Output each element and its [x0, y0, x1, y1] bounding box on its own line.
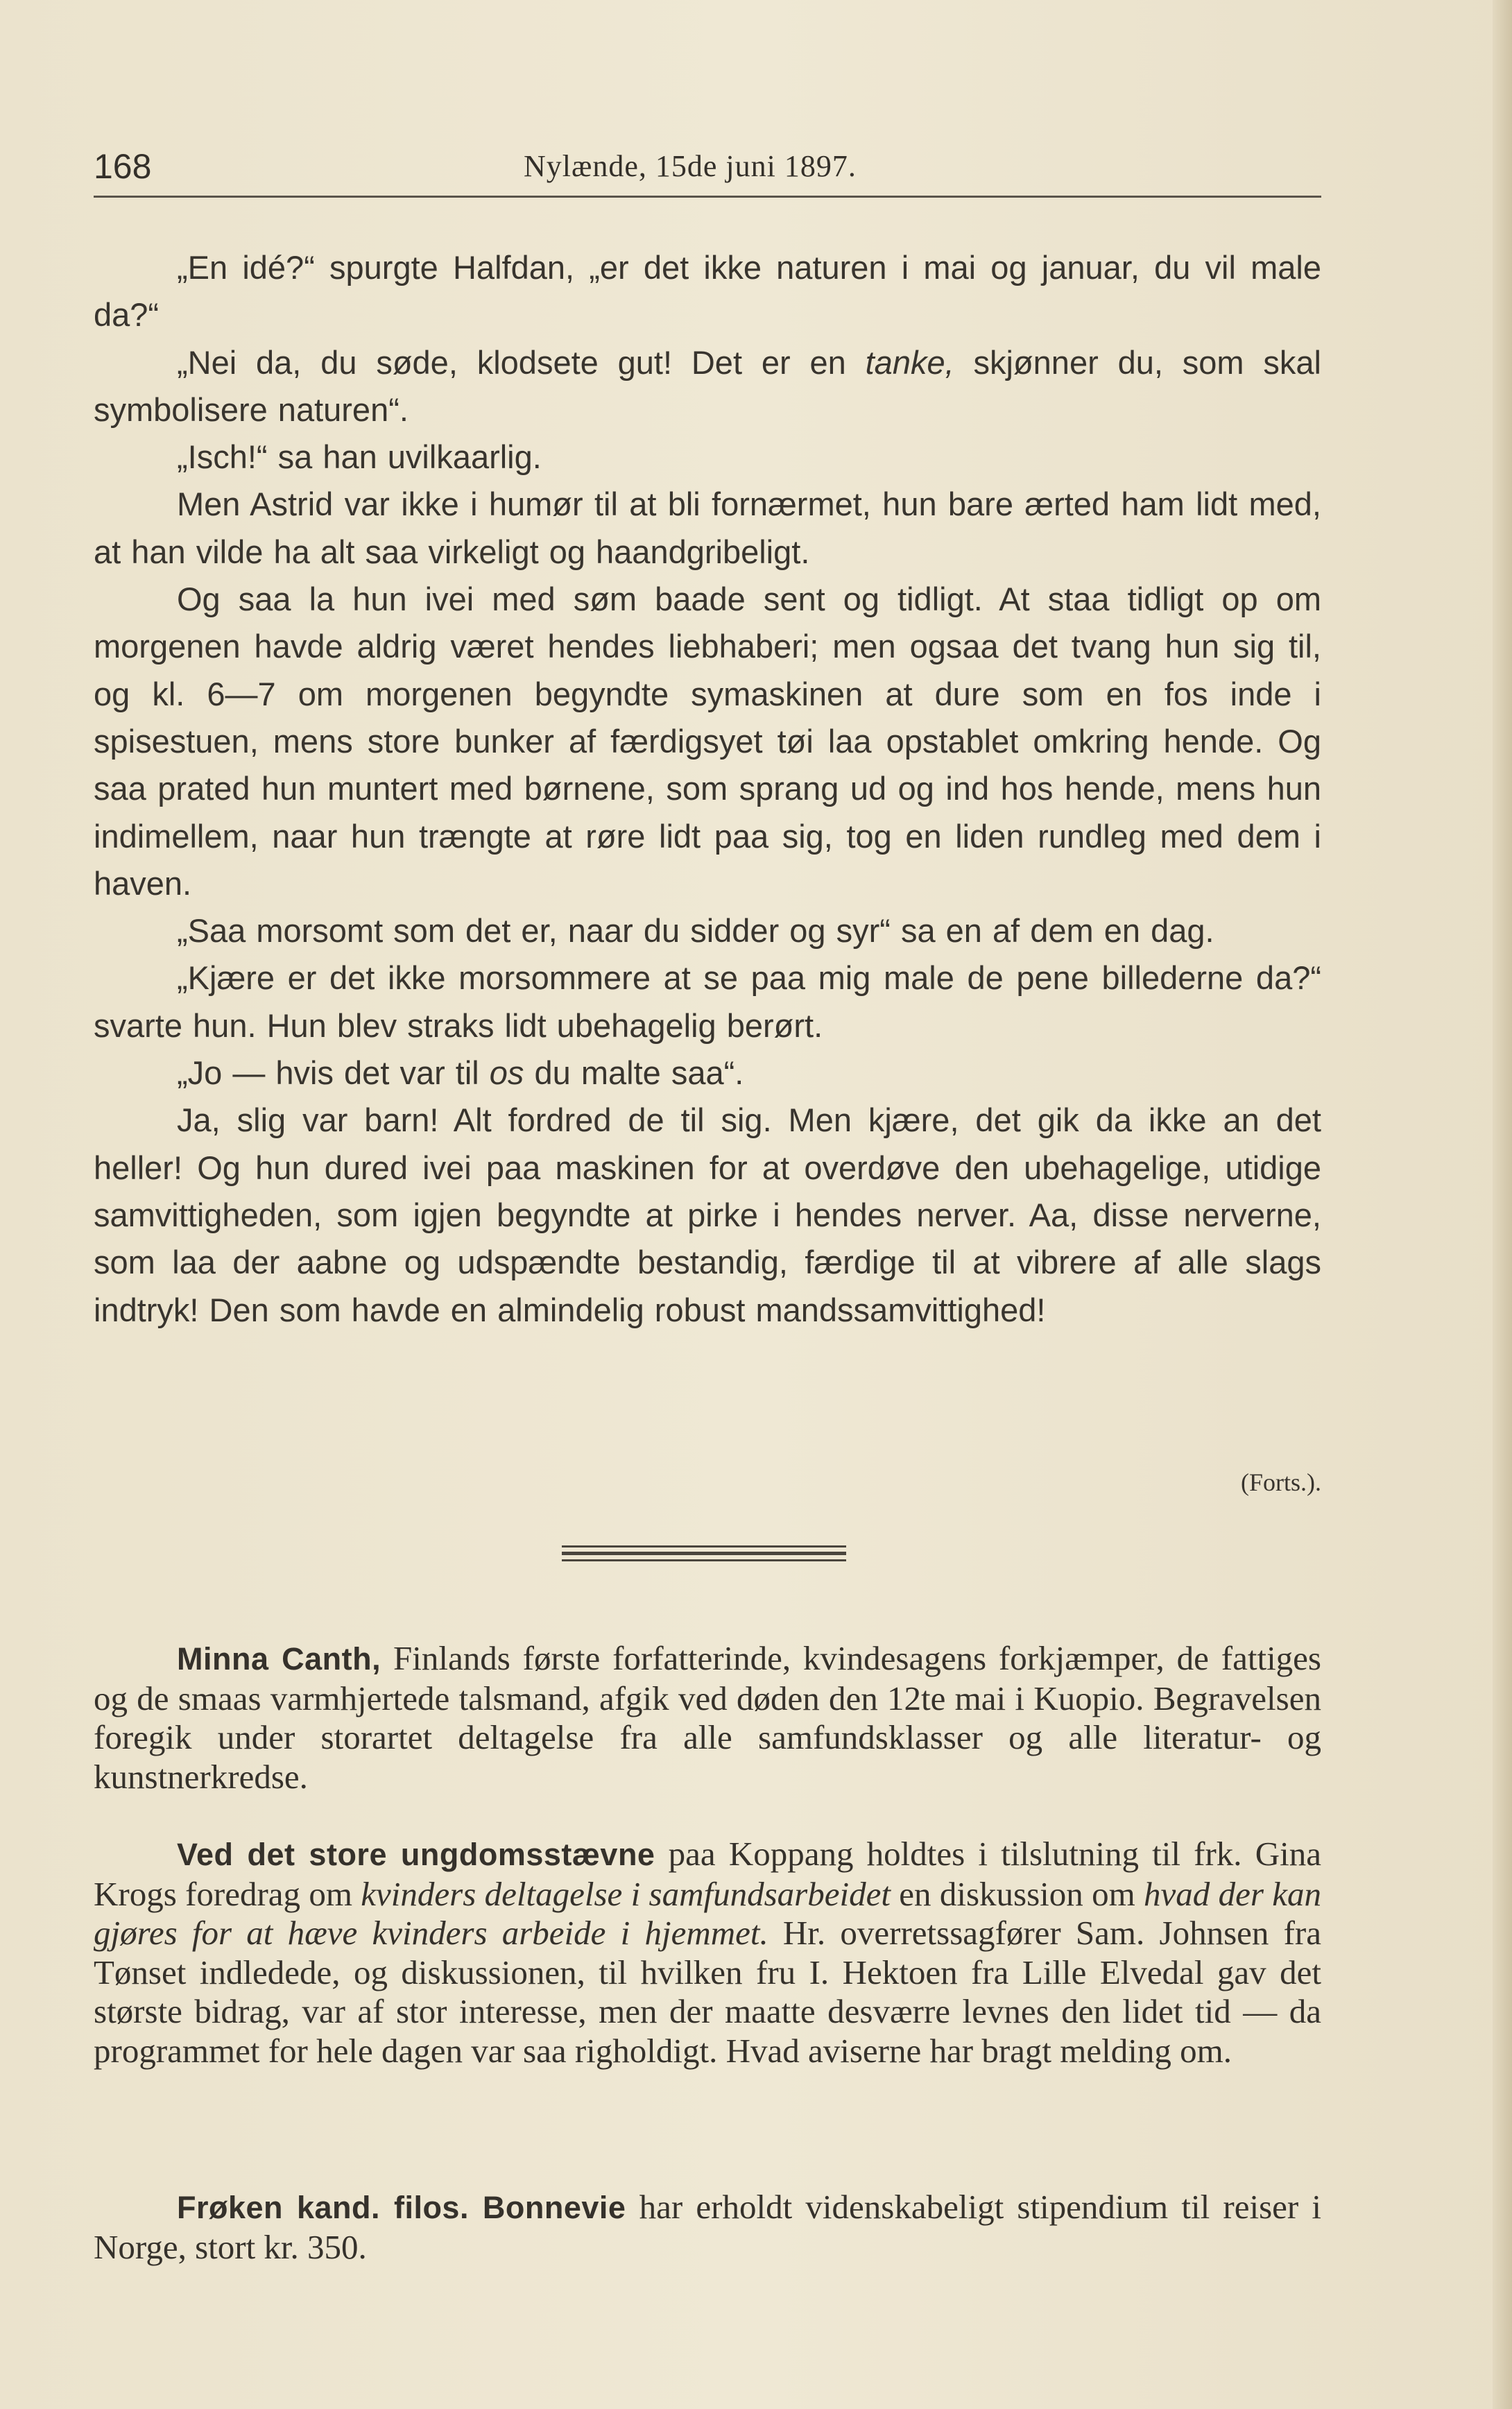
story-paragraph: „Kjære er det ikke morsommere at se paa mig male de pene billederne da?“ svarte hun. Hun blev straks lidt ubehagelig berørt.	[94, 959, 1321, 1044]
header-rule	[94, 196, 1321, 198]
news-item: Frøken kand. filos. Bonnevie har erholdt videnskabeligt stipendium til reiser i Norge, stort kr. 350.	[94, 2188, 1322, 2266]
story-paragraph: Og saa la hun ivei med søm baade sent og tidligt. At staa tidligt op om morgenen havde aldrig været hendes liebhaberi; men ogsaa det tvang hun sig til, og kl. 6—7 om morgenen begyndte symaskinen at dure som en fos inde i spisestuen, mens store bunker af færdigsyet tøi laa opstablet omkring hende. Og saa prated hun muntert med børnene, som sprang ud og ind hos hende, mens hun indimellem, naar hun trængte at røre lidt paa sig, tog en liden rundleg med dem i haven.	[94, 581, 1321, 902]
story-text	[94, 244, 1321, 1334]
section-divider	[562, 1545, 846, 1566]
page-header	[94, 142, 1321, 191]
running-head: Nylænde, 15de juni 1897.	[524, 149, 857, 183]
story-paragraph: „En idé?“ spurgte Halfdan, „er det ikke naturen i mai og januar, du vil male da?“	[94, 249, 1321, 334]
story-paragraph: „Isch!“ sa han uvilkaarlig.	[177, 438, 542, 476]
page-number: 168	[94, 147, 152, 186]
continued-note: (Forts.).	[1241, 1468, 1321, 1496]
story-paragraph: „Nei da, du søde, klodsete gut! Det er en tanke, skjønner du, som skal symbolisere naturen“.	[94, 343, 1321, 428]
story-paragraph: „Jo — hvis det var til os du malte saa“.	[177, 1054, 744, 1092]
news-lead: Minna Canth,	[177, 1641, 381, 1677]
story-paragraph: Ja, slig var barn! Alt fordred de til sig. Men kjære, det gik da ikke an det heller! Og hun dured ivei paa maskinen for at overdøve den ubehagelige, utidige samvittigheden, som igjen begyndte at pirke i hendes nerver. Aa, disse nerverne, som laa der aabne og udspændte bestandig, færdige til at vibrere af alle slags indtryk! Den som havde en almindelig robust mandssamvittighed!	[94, 1101, 1321, 1328]
news-lead: Frøken kand. filos. Bonnevie	[177, 2190, 626, 2225]
story-paragraph: Men Astrid var ikke i humør til at bli fornærmet, hun bare ærted ham lidt med, at han vilde ha alt saa virkeligt og haandgribeligt.	[94, 486, 1321, 570]
news-item: Ved det store ungdomsstævne paa Koppang holdtes i tilslutning til frk. Gina Krogs foredrag om kvinders deltagelse i samfundsarbeidet en diskussion om hvad der kan gjøres for at hæve kvinders arbeide i hjemmet. Hr. overretssagfører Sam. Johnsen fra Tønset indledede, og diskussionen, til hvilken fru I. Hektoen fra Lille Elvedal gav det største bidrag, var af stor interesse, men der maatte desværre levnes den lidet tid — da programmet for hele dagen var saa righoldigt. Hvad aviserne har bragt melding om.	[94, 1835, 1321, 2070]
book-spine-shadow	[1493, 0, 1512, 2409]
story-paragraph: „Saa morsomt som det er, naar du sidder og syr“ sa en af dem en dag.	[177, 912, 1214, 950]
news-item: Minna Canth, Finlands første forfatterinde, kvindesagens forkjæmper, de fattiges og de smaas varmhjertede talsmand, afgik ved døden den 12te mai i Kuopio. Begravelsen foregik under storartet deltagelse fra alle samfundsklasser og alle literatur- og kunstnerkredse.	[94, 1639, 1322, 1796]
news-lead: Ved det store ungdomsstævne	[177, 1837, 655, 1872]
